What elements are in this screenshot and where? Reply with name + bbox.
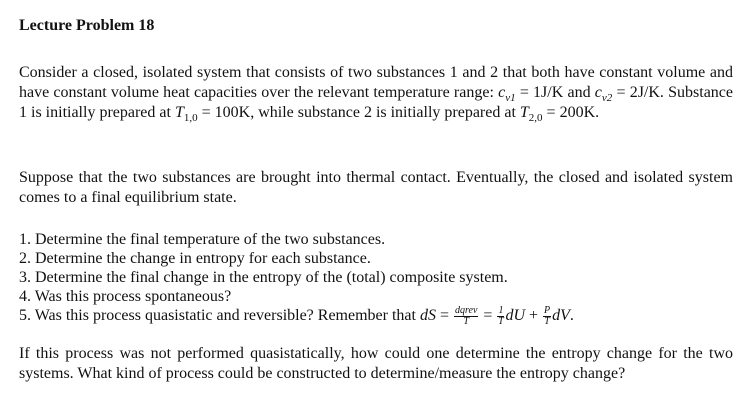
fraction-numerator: P	[544, 305, 551, 316]
cv1-symbol: c	[498, 84, 506, 101]
question-item-5	[19, 306, 733, 327]
one-over-t-fraction	[497, 306, 504, 327]
t1-symbol: T	[174, 104, 184, 121]
dq-over-t-fraction	[454, 306, 478, 327]
question-item: 3. Determine the final change in the entropy of the (total) composite system.	[19, 269, 508, 286]
cv2-subscript: v2	[601, 92, 613, 105]
dv-symbol: dV	[552, 307, 570, 325]
t2-value: = 200K.	[542, 104, 600, 121]
cv1-value: = 1J/K and	[515, 84, 595, 101]
equals-sign: =	[435, 307, 453, 325]
cv1-subscript: v1	[505, 92, 516, 105]
question-item: 4. Was this process spontaneous?	[19, 288, 232, 305]
t1-value: = 100K, while substance 2 is initially prepared at	[197, 104, 520, 121]
setup-text: Consider a closed, isolated system that consists of two substances 1 and 2 that both have constant volume and have constant volume heat capacities over the relevant temperature range:	[19, 64, 733, 101]
q5-text: 5. Was this process quasistatic and reversible? Remember that	[19, 307, 420, 325]
problem-setup-paragraph	[19, 63, 733, 123]
t2-subscript: 2,0	[528, 112, 543, 125]
cv2-symbol: c	[594, 84, 602, 101]
ds-symbol: dS	[419, 307, 436, 325]
cv2-value: = 2J/K. Substance 1 is initially prepared at	[19, 84, 734, 121]
t1-subscript: 1,0	[183, 112, 198, 125]
t2-symbol: T	[519, 104, 529, 121]
question-list	[19, 230, 733, 327]
question-item: 2. Determine the change in entropy for each substance.	[19, 250, 371, 267]
fraction-denominator: T	[544, 316, 550, 327]
du-symbol: dU	[505, 307, 525, 325]
question-item: 1. Determine the final temperature of the two substances.	[19, 231, 386, 248]
fraction-denominator: T	[498, 316, 504, 327]
fraction-denominator: T	[463, 316, 469, 327]
equals-sign: =	[479, 307, 497, 325]
plus-sign: +	[525, 307, 543, 325]
fraction-numerator: dqrev	[455, 305, 478, 316]
p-over-t-fraction	[543, 306, 551, 327]
fraction-numerator: 1	[498, 305, 504, 316]
contact-paragraph: Suppose that the two substances are brought into thermal contact. Eventually, the closed and isolated system comes to a final equilibrium state.	[19, 169, 733, 206]
page-title: Lecture Problem 18	[19, 17, 155, 34]
followup-paragraph: If this process was not performed quasistatically, how could one determine the entropy change for the two systems. What kind of process could be constructed to determine/measure the entropy change?	[19, 345, 733, 382]
period: .	[569, 307, 574, 325]
